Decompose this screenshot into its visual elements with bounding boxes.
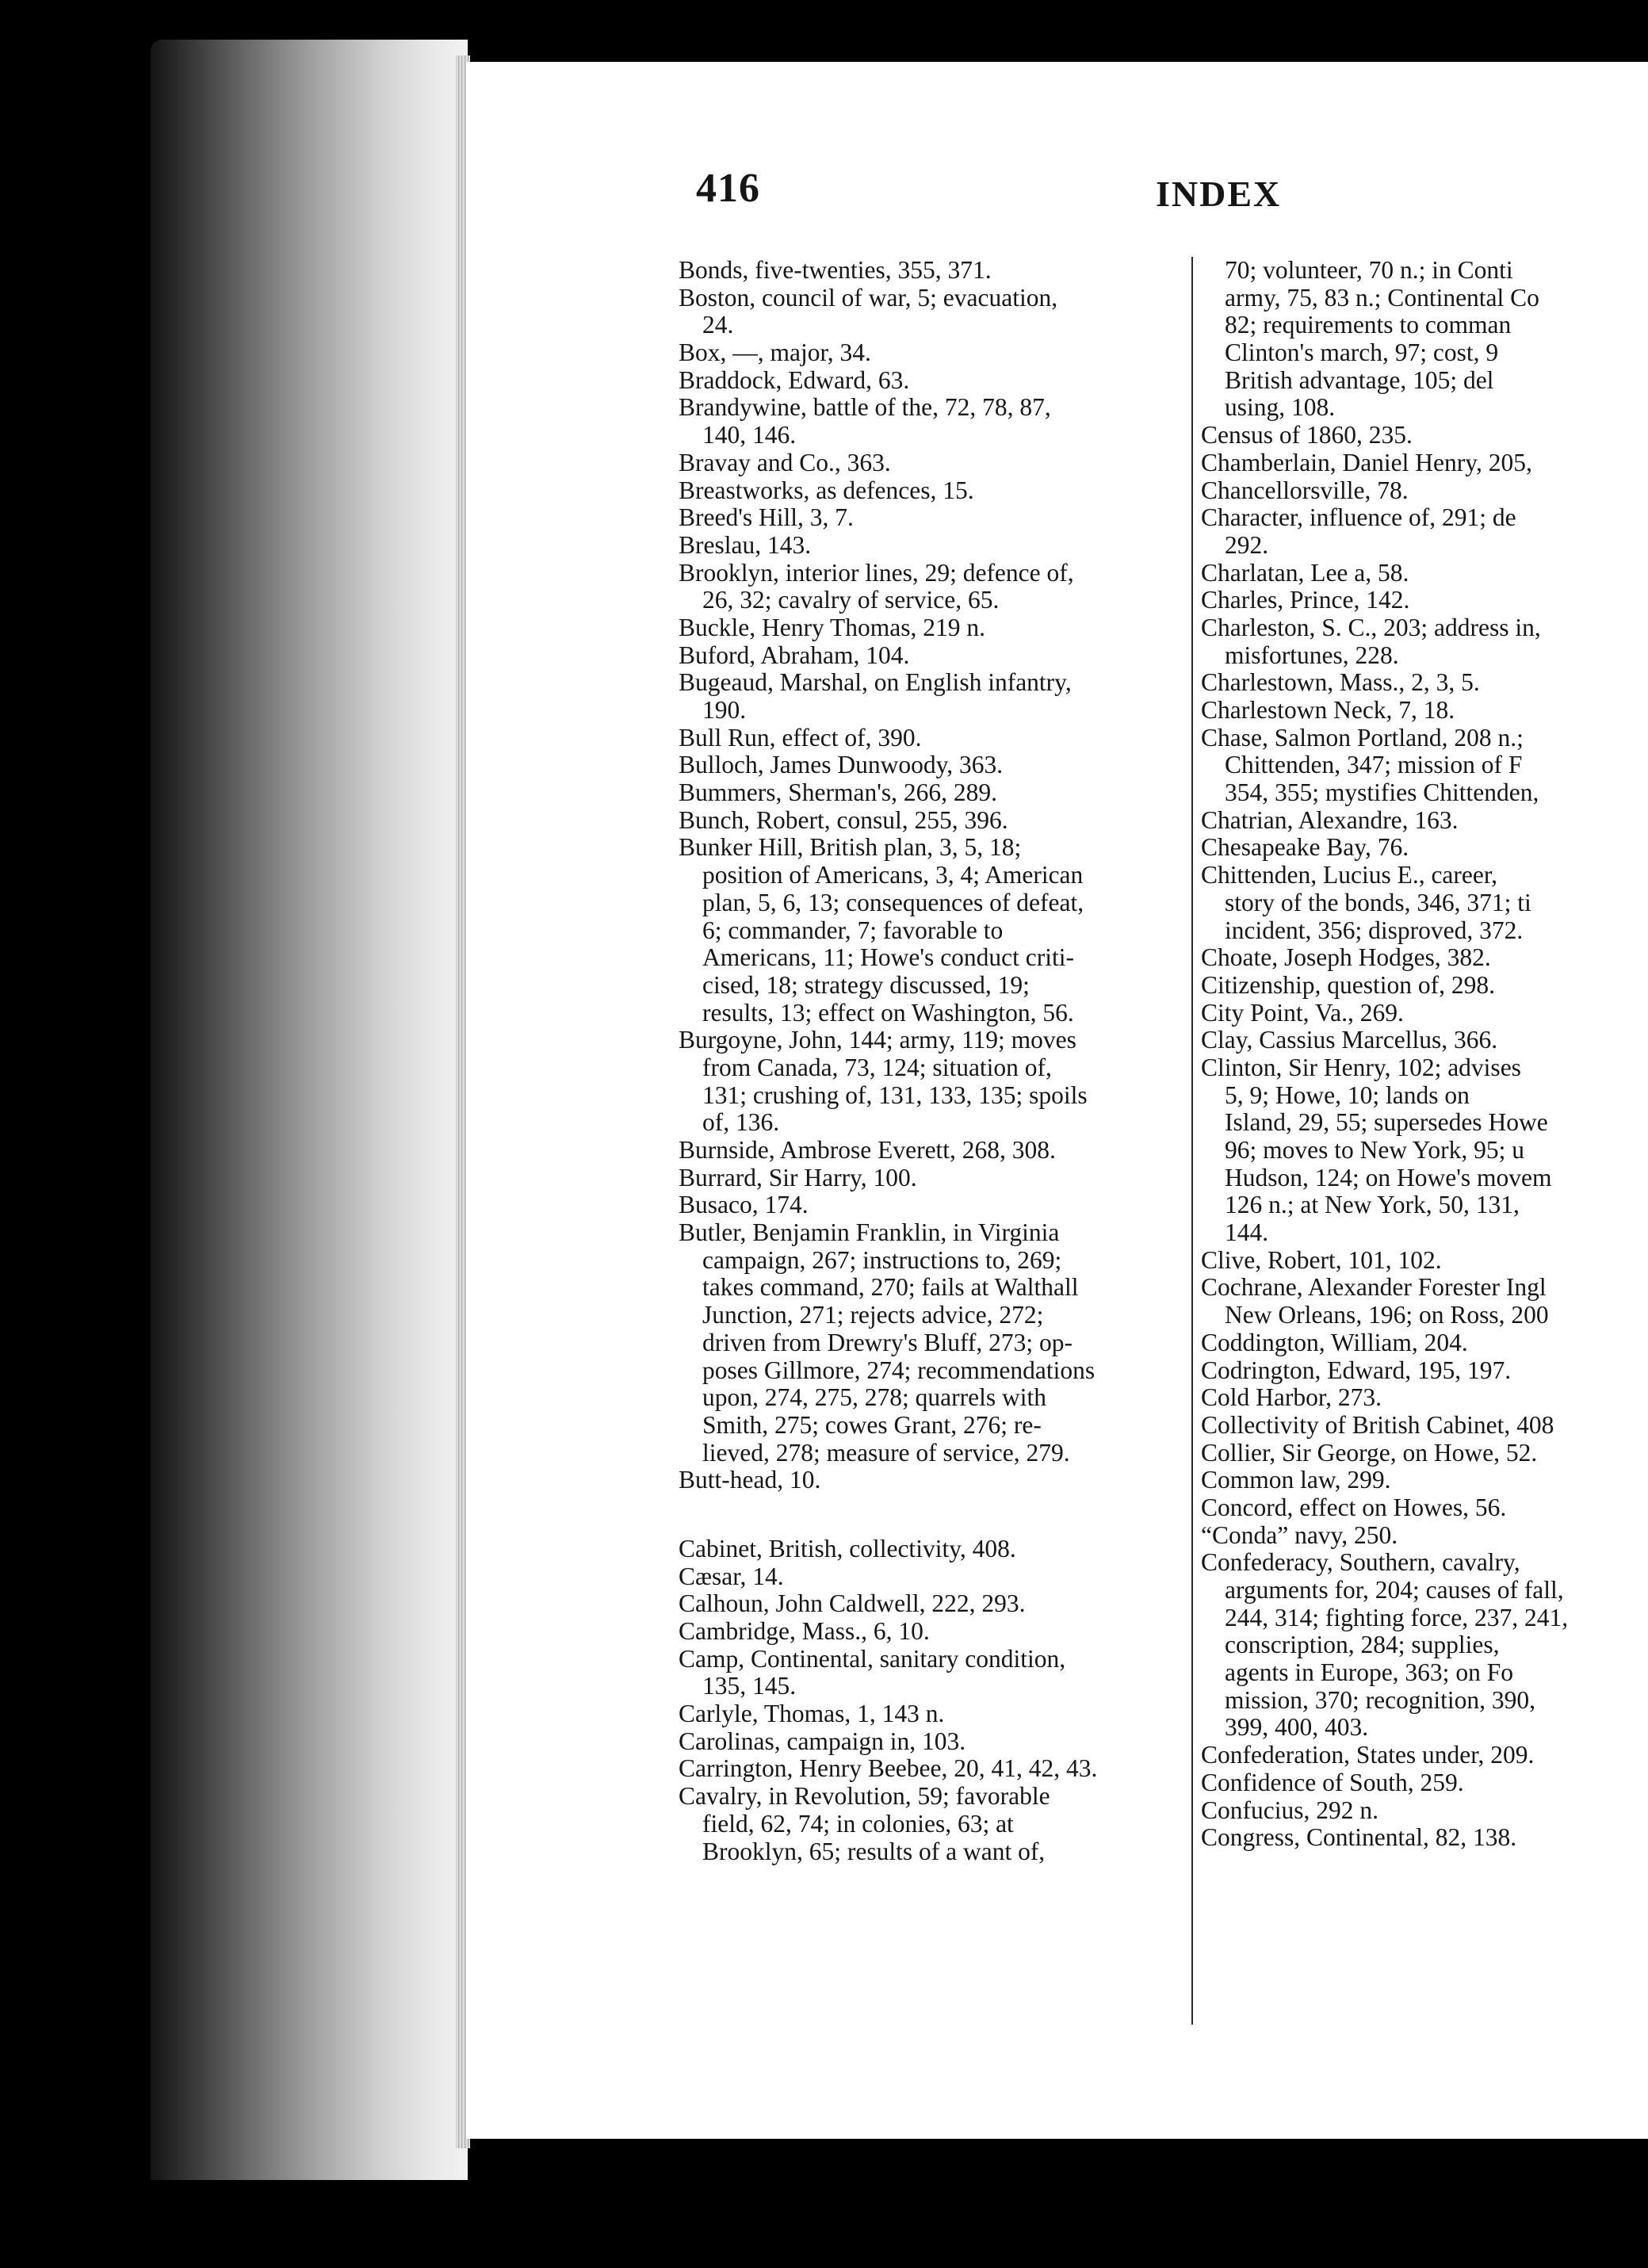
index-entry: Confidence of South, 259.: [1201, 1768, 1464, 1796]
index-entry-continuation: agents in Europe, 363; on Fo: [1225, 1658, 1513, 1687]
index-entry: Butler, Benjamin Franklin, in Virginia: [679, 1218, 1060, 1247]
index-entry-continuation: Smith, 275; cowes Grant, 276; re-: [702, 1410, 1042, 1439]
index-entry-continuation: lieved, 278; measure of service, 279.: [702, 1438, 1070, 1467]
index-entry: Chittenden, Lucius E., career,: [1201, 861, 1497, 889]
index-entry: Burnside, Ambrose Everett, 268, 308.: [679, 1136, 1056, 1164]
index-page: [466, 62, 1648, 2139]
index-entry-continuation: 96; moves to New York, 95; u: [1225, 1136, 1525, 1164]
index-entry: Burgoyne, John, 144; army, 119; moves: [679, 1026, 1076, 1054]
index-entry: Bull Run, effect of, 390.: [679, 723, 922, 752]
index-entry: Bonds, five-twenties, 355, 371.: [679, 256, 992, 284]
index-entry-continuation: story of the bonds, 346, 371; ti: [1225, 888, 1531, 916]
index-entry: Calhoun, John Caldwell, 222, 293.: [679, 1589, 1026, 1618]
index-entry: Charleston, S. C., 203; address in,: [1201, 613, 1541, 641]
index-entry-continuation: 24.: [702, 311, 734, 339]
index-entry-continuation: conscription, 284; supplies,: [1225, 1631, 1500, 1659]
index-entry-continuation: 135, 145.: [702, 1672, 797, 1700]
index-entry: Cæsar, 14.: [679, 1562, 784, 1590]
index-entry-continuation: Chittenden, 347; mission of F: [1225, 751, 1523, 779]
index-entry: Common law, 299.: [1201, 1466, 1391, 1494]
index-entry-continuation: upon, 274, 275, 278; quarrels with: [702, 1383, 1046, 1412]
index-entry-continuation: 70; volunteer, 70 n.; in Conti: [1225, 257, 1513, 284]
column-divider: [1191, 257, 1193, 2025]
index-entry: Census of 1860, 235.: [1201, 421, 1413, 449]
index-entry: Boston, council of war, 5; evacuation,: [679, 283, 1058, 312]
index-entry: Bugeaud, Marshal, on English infantry,: [679, 668, 1072, 697]
index-entry-continuation: Junction, 271; rejects advice, 272;: [702, 1301, 1044, 1329]
index-entry: Bulloch, James Dunwoody, 363.: [679, 751, 1004, 779]
index-entry: Cambridge, Mass., 6, 10.: [679, 1617, 930, 1645]
index-entry-continuation: New Orleans, 196; on Ross, 200: [1225, 1301, 1549, 1329]
index-entry-continuation: 5, 9; Howe, 10; lands on: [1225, 1080, 1470, 1109]
index-entry-continuation: from Canada, 73, 124; situation of,: [702, 1053, 1052, 1081]
index-entry: City Point, Va., 269.: [1201, 998, 1404, 1027]
index-entry-continuation: driven from Drewry's Bluff, 273; op-: [702, 1328, 1073, 1356]
index-entry: Charlatan, Lee a, 58.: [1201, 558, 1409, 587]
index-entry-continuation: 82; requirements to comman: [1225, 311, 1512, 339]
index-entry: Confucius, 292 n.: [1201, 1796, 1378, 1824]
index-entry-continuation: misfortunes, 228.: [1225, 641, 1399, 669]
index-entry-continuation: plan, 5, 6, 13; consequences of defeat,: [702, 888, 1084, 916]
index-entry: Carolinas, campaign in, 103.: [679, 1727, 966, 1755]
book-binding-shadow: [151, 40, 468, 2180]
index-entry-continuation: 126 n.; at New York, 50, 131,: [1225, 1191, 1520, 1219]
index-entry: Collectivity of British Cabinet, 408: [1201, 1410, 1554, 1439]
index-entry: Concord, effect on Howes, 56.: [1201, 1493, 1507, 1521]
index-entry: Charles, Prince, 142.: [1201, 586, 1410, 614]
index-entry-continuation: army, 75, 83 n.; Continental Co: [1225, 283, 1539, 312]
index-entry: Cochrane, Alexander Forester Ingl: [1201, 1273, 1547, 1302]
index-entry: Charlestown, Mass., 2, 3, 5.: [1201, 668, 1480, 697]
index-entry: Confederation, States under, 209.: [1201, 1741, 1535, 1769]
index-entry: Burrard, Sir Harry, 100.: [679, 1163, 917, 1191]
index-entry-continuation: takes command, 270; fails at Walthall: [702, 1273, 1079, 1302]
index-entry-continuation: poses Gillmore, 274; recommendations: [702, 1356, 1095, 1384]
index-entry-continuation: 292.: [1225, 530, 1269, 559]
index-entry-continuation: 354, 355; mystifies Chittenden,: [1225, 778, 1539, 807]
index-entry: Chatrian, Alexandre, 163.: [1201, 805, 1459, 834]
index-entry-continuation: 144.: [1225, 1218, 1269, 1247]
index-entry-continuation: incident, 356; disproved, 372.: [1225, 916, 1524, 944]
index-entry: Bunker Hill, British plan, 3, 5, 18;: [679, 833, 1022, 862]
index-entry-continuation: Brooklyn, 65; results of a want of,: [702, 1837, 1046, 1865]
index-column-right: [1201, 257, 1648, 1852]
index-entry: Carrington, Henry Beebee, 20, 41, 42, 43.: [679, 1754, 1098, 1783]
index-entry-continuation: 26, 32; cavalry of service, 65.: [702, 586, 1000, 614]
index-entry: Chase, Salmon Portland, 208 n.;: [1201, 723, 1524, 752]
index-entry-continuation: results, 13; effect on Washington, 56.: [702, 998, 1074, 1027]
index-entry-continuation: 399, 400, 403.: [1225, 1713, 1369, 1742]
index-entry: Cavalry, in Revolution, 59; favorable: [679, 1782, 1050, 1811]
index-entry: Butt-head, 10.: [679, 1466, 821, 1494]
index-entry-continuation: 131; crushing of, 131, 133, 135; spoils: [702, 1080, 1088, 1109]
index-entry-continuation: arguments for, 204; causes of fall,: [1225, 1576, 1564, 1604]
index-entry: Chamberlain, Daniel Henry, 205,: [1201, 448, 1532, 476]
index-entry: Buckle, Henry Thomas, 219 n.: [679, 613, 985, 641]
index-entry-continuation: mission, 370; recognition, 390,: [1225, 1685, 1535, 1714]
index-entry-continuation: 140, 146.: [702, 421, 797, 449]
index-entry: Charlestown Neck, 7, 18.: [1201, 696, 1455, 724]
index-entry-continuation: British advantage, 105; del: [1225, 365, 1494, 394]
index-entry: Breslau, 143.: [679, 530, 812, 559]
index-entry-continuation: 244, 314; fighting force, 237, 241,: [1225, 1603, 1569, 1631]
index-entry: Bunch, Robert, consul, 255, 396.: [679, 805, 1008, 834]
index-entry: Bravay and Co., 363.: [679, 448, 891, 476]
index-entry: Breed's Hill, 3, 7.: [679, 503, 854, 532]
index-entry: Brandywine, battle of the, 72, 78, 87,: [679, 393, 1051, 422]
index-entry: Confederacy, Southern, cavalry,: [1201, 1548, 1520, 1577]
index-entry: Clive, Robert, 101, 102.: [1201, 1245, 1442, 1274]
index-entry: Chesapeake Bay, 76.: [1201, 833, 1409, 862]
index-entry: Clinton, Sir Henry, 102; advises: [1201, 1053, 1521, 1081]
index-entry: Coddington, William, 204.: [1201, 1328, 1468, 1356]
index-entry-continuation: cised, 18; strategy discussed, 19;: [702, 970, 1030, 999]
index-entry: Congress, Continental, 82, 138.: [1201, 1823, 1517, 1852]
index-entry-continuation: Clinton's march, 97; cost, 9: [1225, 338, 1499, 367]
index-entry: Box, —, major, 34.: [679, 338, 871, 367]
index-entry-continuation: Island, 29, 55; supersedes Howe: [1225, 1108, 1548, 1137]
index-entry: Clay, Cassius Marcellus, 366.: [1201, 1026, 1498, 1054]
page-title: INDEX: [1156, 174, 1282, 214]
index-entry: Cold Harbor, 273.: [1201, 1383, 1382, 1412]
index-entry: Brooklyn, interior lines, 29; defence of,: [679, 558, 1074, 587]
index-entry-continuation: Hudson, 124; on Howe's movem: [1225, 1163, 1552, 1191]
index-entry: Collier, Sir George, on Howe, 52.: [1201, 1438, 1538, 1467]
index-entry: Cabinet, British, collectivity, 408.: [679, 1534, 1016, 1562]
index-entry: Citizenship, question of, 298.: [1201, 970, 1495, 999]
index-entry-continuation: using, 108.: [1225, 393, 1336, 422]
index-entry-continuation: field, 62, 74; in colonies, 63; at: [702, 1809, 1014, 1838]
index-entry: Carlyle, Thomas, 1, 143 n.: [679, 1700, 945, 1728]
index-entry: Breastworks, as defences, 15.: [679, 476, 974, 504]
index-entry: Busaco, 174.: [679, 1191, 809, 1219]
page-number: 416: [696, 166, 760, 211]
index-entry-continuation: 190.: [702, 696, 747, 724]
index-entry: Chancellorsville, 78.: [1201, 476, 1409, 504]
index-entry: Character, influence of, 291; de: [1201, 503, 1516, 532]
index-entry-continuation: 6; commander, 7; favorable to: [702, 916, 1004, 944]
index-entry: Bummers, Sherman's, 266, 289.: [679, 778, 998, 807]
index-entry-continuation: Americans, 11; Howe's conduct criti-: [702, 943, 1074, 972]
index-entry: Buford, Abraham, 104.: [679, 641, 910, 669]
index-entry: Codrington, Edward, 195, 197.: [1201, 1356, 1512, 1384]
index-entry: Camp, Continental, sanitary condition,: [679, 1644, 1066, 1673]
index-entry: Braddock, Edward, 63.: [679, 365, 910, 394]
index-entry-continuation: position of Americans, 3, 4; American: [702, 861, 1084, 889]
index-entry: Choate, Joseph Hodges, 382.: [1201, 943, 1491, 972]
index-entry-continuation: of, 136.: [702, 1108, 780, 1137]
index-entry: “Conda” navy, 250.: [1201, 1520, 1398, 1549]
index-entry-continuation: campaign, 267; instructions to, 269;: [702, 1245, 1062, 1274]
